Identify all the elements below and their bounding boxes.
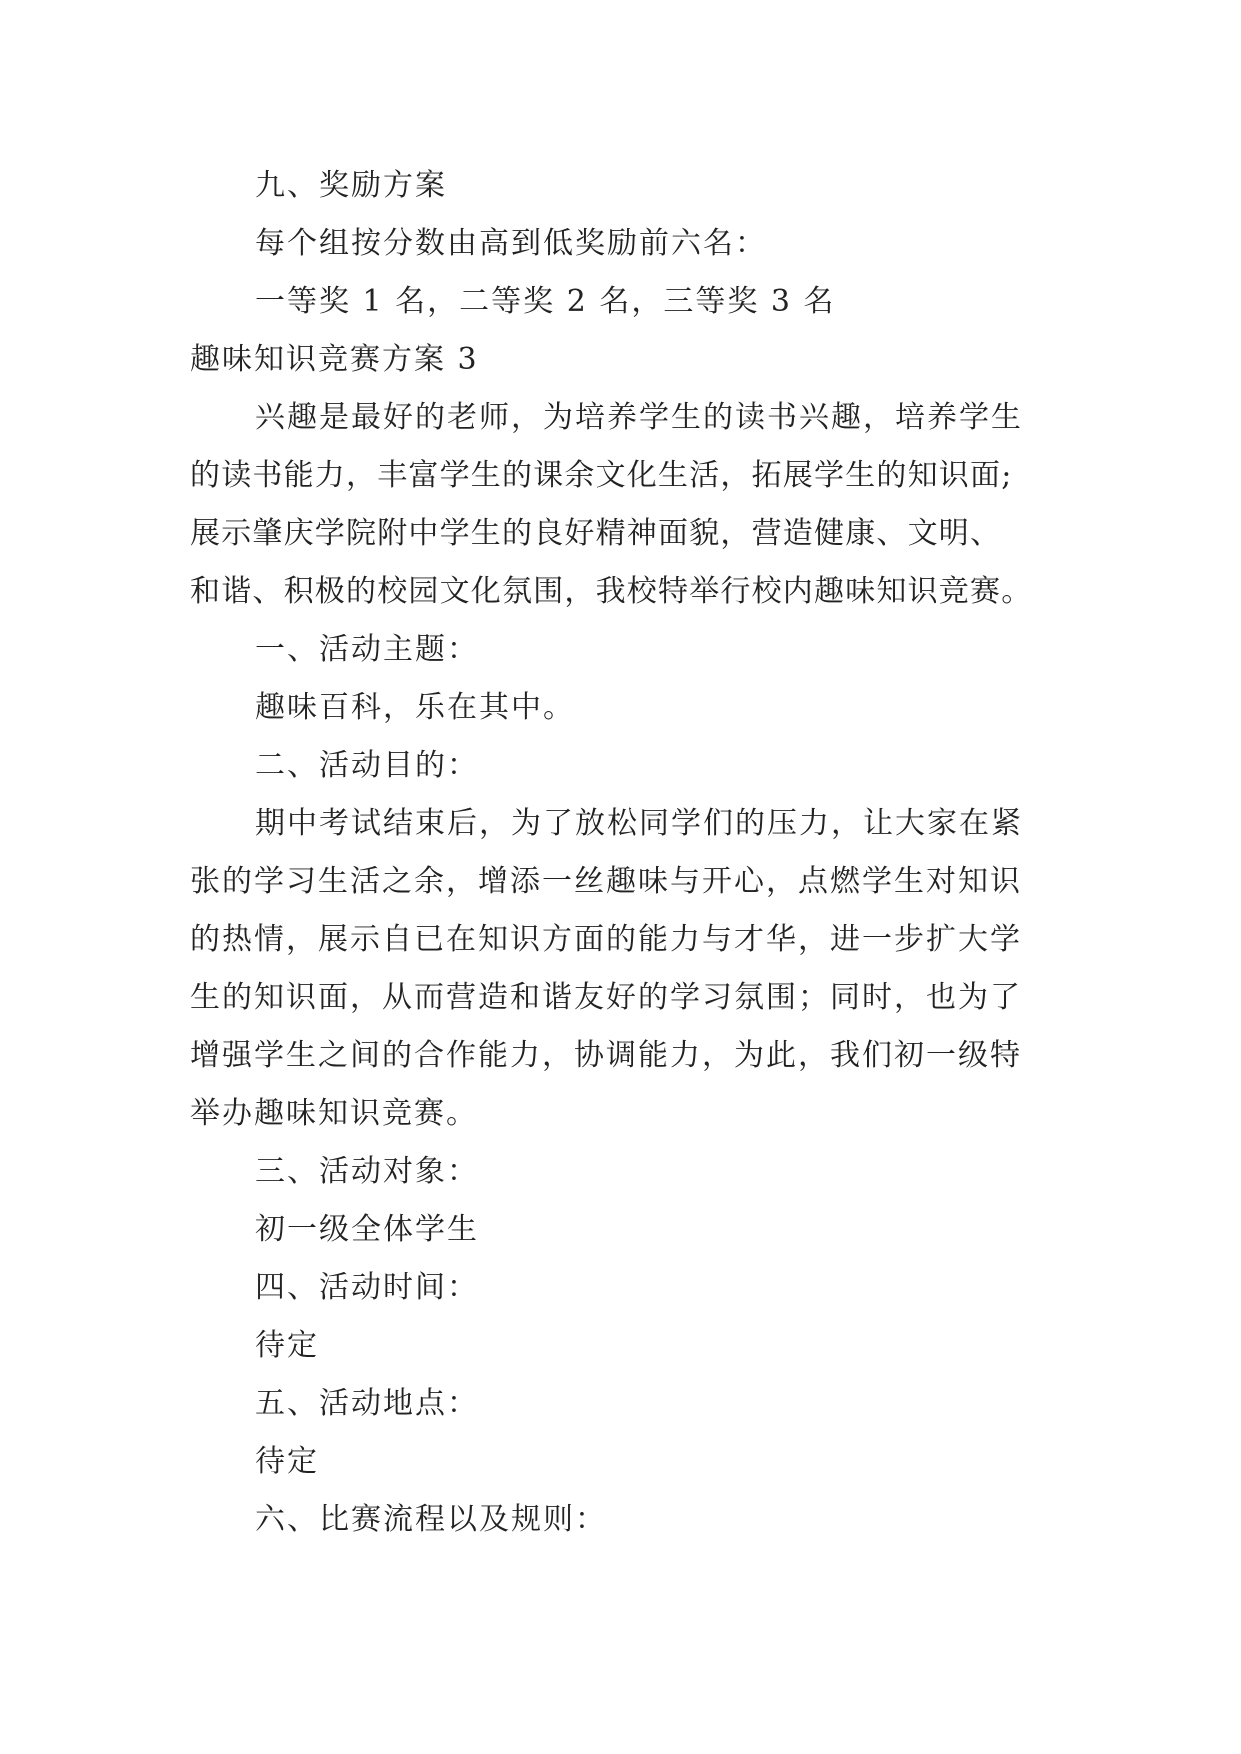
paragraph-line: 一等奖 1 名，二等奖 2 名，三等奖 3 名 — [255, 284, 836, 319]
paragraph-line: 举办趣味知识竞赛。 — [190, 1096, 478, 1131]
document-title: 趣味知识竞赛方案 3 — [190, 342, 479, 377]
paragraph-line: 兴趣是最好的老师，为培养学生的读书兴趣，培养学生 — [255, 400, 1023, 435]
paragraph-line: 和谐、积极的校园文化氛围，我校特举行校内趣味知识竞赛。 — [190, 574, 1033, 609]
paragraph-line: 初一级全体学生 — [255, 1212, 479, 1247]
paragraph-line: 的读书能力，丰富学生的课余文化生活，拓展学生的知识面; — [190, 458, 1013, 493]
paragraph-line: 每个组按分数由高到低奖励前六名： — [255, 226, 767, 261]
paragraph-line: 展示肇庆学院附中学生的良好精神面貌，营造健康、文明、 — [190, 516, 1002, 551]
paragraph-line: 待定 — [255, 1444, 319, 1479]
paragraph-line: 增强学生之间的合作能力，协调能力，为此，我们初一级特 — [190, 1038, 1022, 1073]
section-heading-audience: 三、活动对象： — [255, 1154, 479, 1189]
paragraph-line: 趣味百科，乐在其中。 — [255, 690, 575, 725]
section-heading-purpose: 二、活动目的： — [255, 748, 479, 783]
paragraph-line: 张的学习生活之余，增添一丝趣味与开心，点燃学生对知识 — [190, 864, 1022, 899]
section-heading-time: 四、活动时间： — [255, 1270, 479, 1305]
paragraph-line: 期中考试结束后，为了放松同学们的压力，让大家在紧 — [255, 806, 1023, 841]
section-heading-awards: 九、奖励方案 — [255, 168, 447, 203]
section-heading-theme: 一、活动主题： — [255, 632, 479, 667]
paragraph-line: 待定 — [255, 1328, 319, 1363]
section-heading-process: 六、比赛流程以及规则： — [255, 1502, 607, 1537]
section-heading-location: 五、活动地点： — [255, 1386, 479, 1421]
paragraph-line: 的热情，展示自已在知识方面的能力与才华，进一步扩大学 — [190, 922, 1022, 957]
paragraph-line: 生的知识面，从而营造和谐友好的学习氛围；同时，也为了 — [190, 980, 1022, 1015]
